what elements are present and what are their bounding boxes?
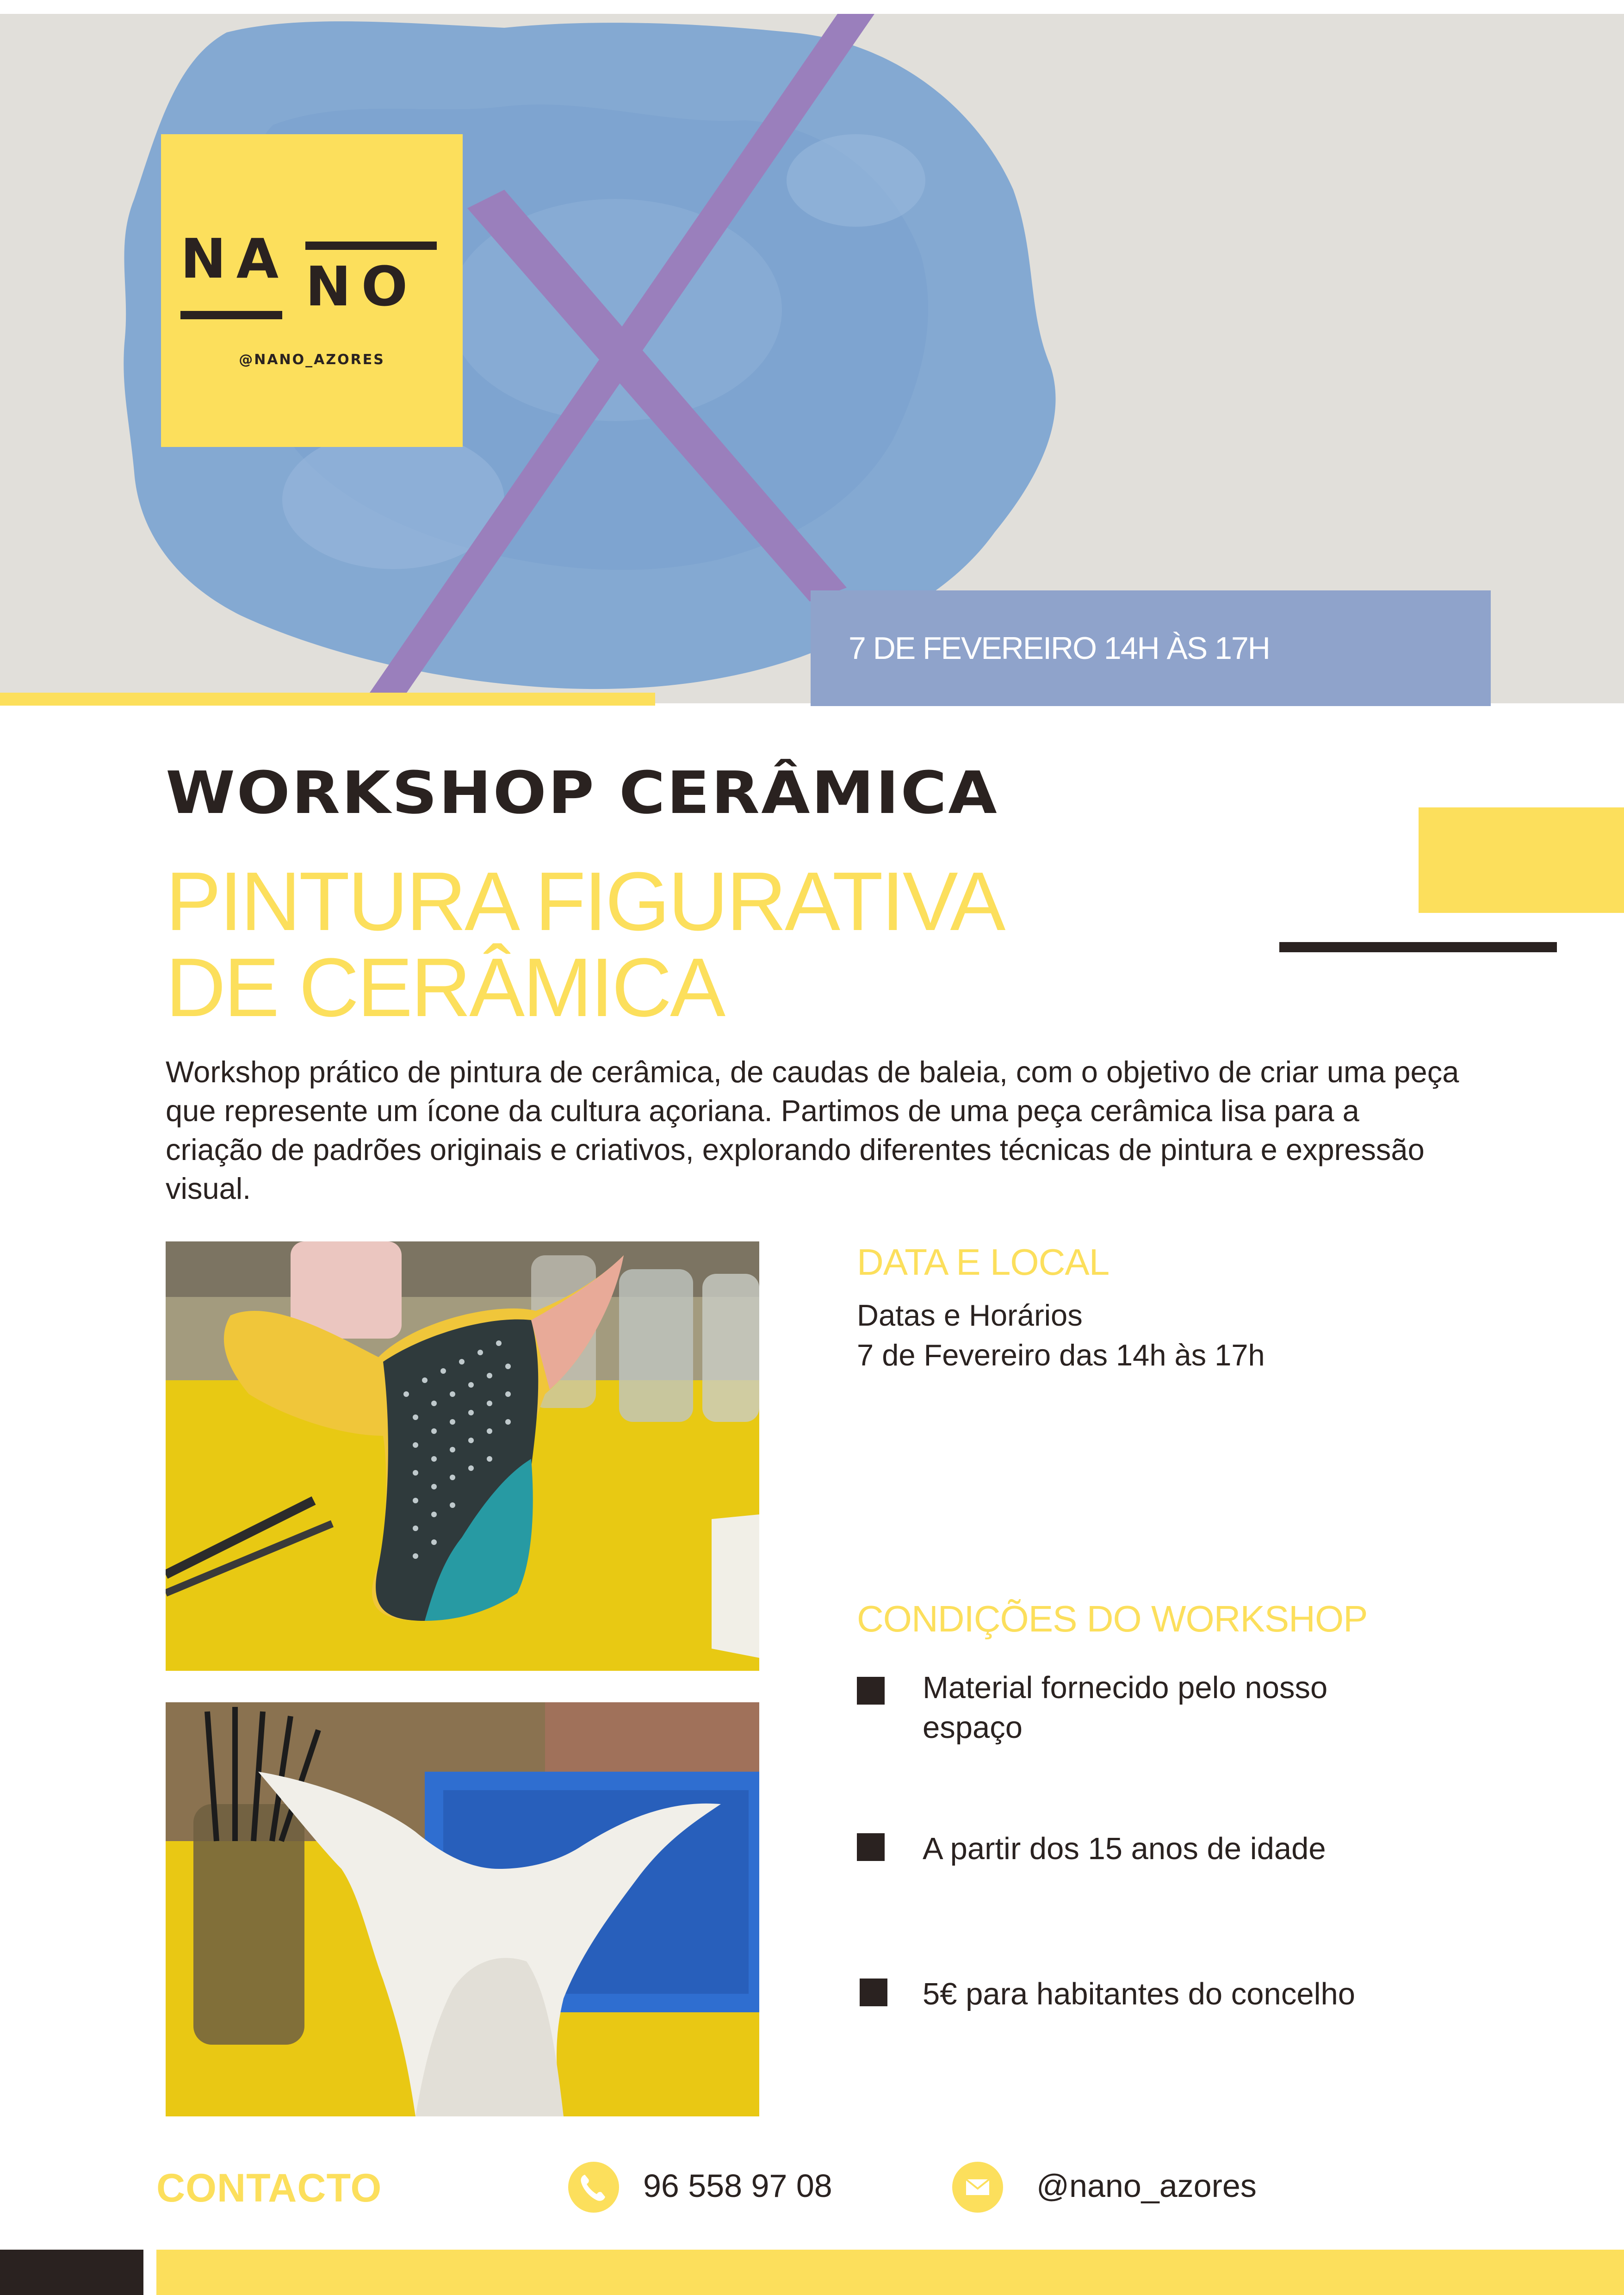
condition-item: Material fornecido pelo nosso espaço <box>923 1670 1328 1745</box>
condition-item: A partir dos 15 anos de idade <box>923 1831 1326 1866</box>
data-local-heading: DATA E LOCAL <box>857 1241 1110 1283</box>
svg-text:NA: NA <box>180 231 289 291</box>
contact-label: CONTACTO <box>156 2166 382 2210</box>
data-local-details <box>857 1296 1265 1375</box>
phone-number: 96 558 97 08 <box>643 2168 832 2204</box>
logo-handle: @NANO_AZORES <box>239 352 385 368</box>
header-yellow-line <box>0 693 655 706</box>
bullet-icon <box>857 1677 885 1705</box>
workshop-description: Workshop prático de pintura de cerâmica, de caudas de baleia, com o objetivo de criar uma peça que represente um ícone da cultura açoriana. Partimos de uma peça cerâmica lisa para a criação de padrões originais e criativos, explorando diferentes técnicas de pintura e expressão visual. <box>166 1055 1459 1205</box>
decorative-yellow-block <box>1419 807 1624 913</box>
phone-icon <box>568 2162 619 2213</box>
conditions-heading: CONDIÇÕES DO WORKSHOP <box>857 1598 1368 1639</box>
schedule-value: 7 de Fevereiro das 14h às 17h <box>857 1338 1265 1372</box>
footer-yellow-bar <box>156 2250 1624 2295</box>
mail-icon <box>952 2162 1003 2213</box>
bullet-icon <box>860 1979 887 2006</box>
decorative-dark-line <box>1279 942 1557 952</box>
nano-logo <box>180 231 440 329</box>
subtitle-line-2: DE CERÂMICA <box>166 941 724 1034</box>
subtitle <box>166 855 1230 1034</box>
condition-item: 5€ para habitantes do concelho <box>923 1977 1355 2011</box>
social-handle: @nano_azores <box>1036 2168 1257 2204</box>
date-banner: 7 DE FEVEREIRO 14H ÀS 17H <box>811 590 1491 706</box>
bullet-icon <box>857 1833 885 1861</box>
photo-painted-whale-tail <box>166 1241 759 1671</box>
subtitle-line-1: PINTURA FIGURATIVA <box>166 855 1004 948</box>
photo-white-whale-tail <box>166 1702 759 2116</box>
page-title: WORKSHOP CERÂMICA <box>166 759 998 827</box>
svg-text:NO: NO <box>305 254 418 318</box>
footer-dark-bar <box>0 2250 143 2295</box>
schedule-label: Datas e Horários <box>857 1298 1083 1332</box>
